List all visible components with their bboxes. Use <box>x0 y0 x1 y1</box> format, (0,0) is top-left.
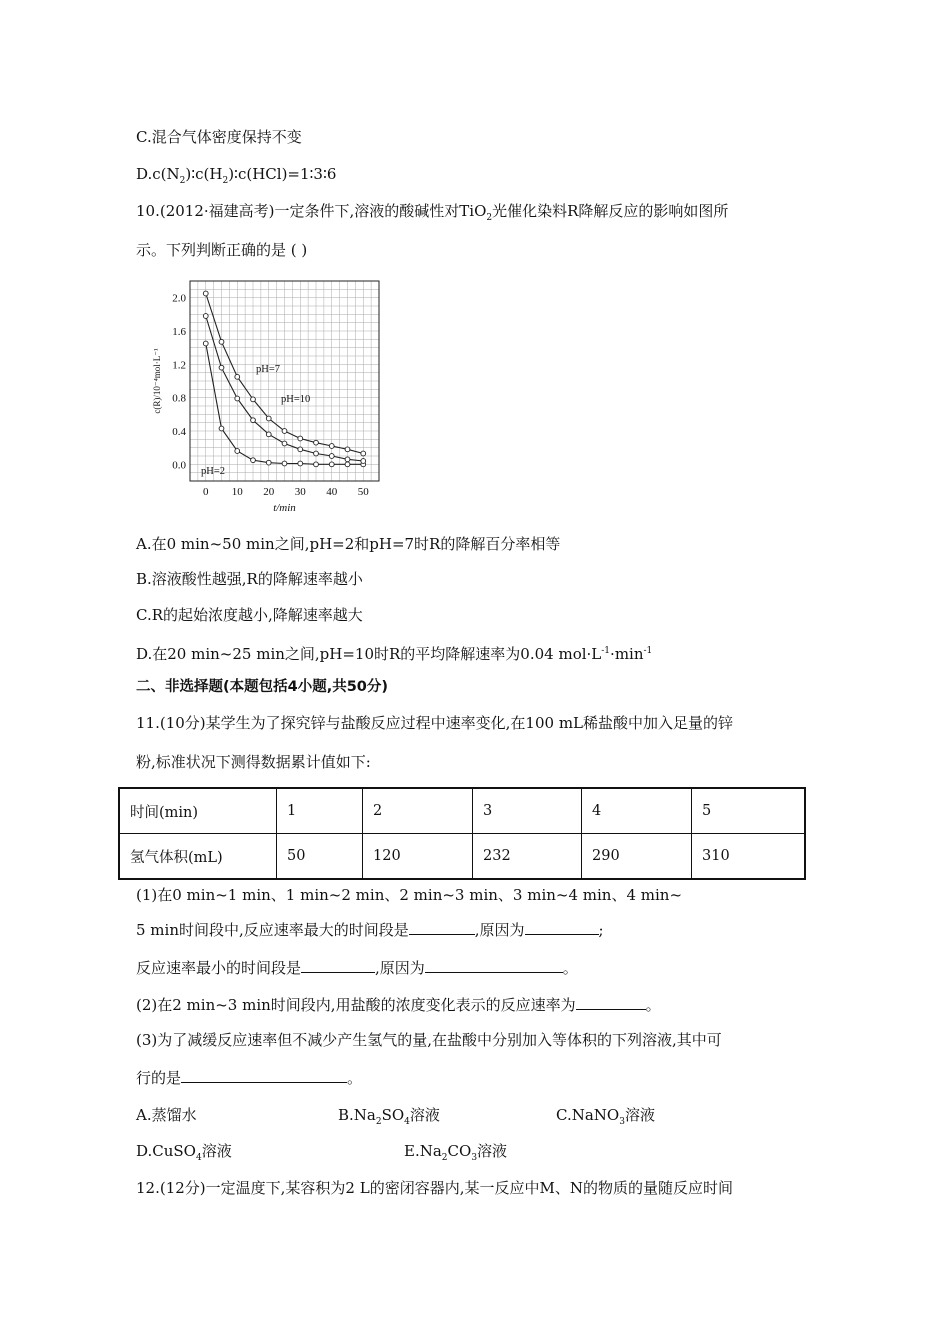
data-point <box>361 451 366 456</box>
x-tick-label: 20 <box>263 486 275 498</box>
table-cell: 1 <box>277 788 363 834</box>
option-a: A.蒸馏水 <box>136 1106 197 1124</box>
q11-part1-line3: 反应速率最小的时间段是 ,原因为 。 <box>136 959 578 977</box>
q9-option-c: C.混合气体密度保持不变 <box>136 128 302 146</box>
data-point <box>298 461 303 466</box>
data-point <box>314 440 319 445</box>
y-axis-label: c(R)/10⁻⁴mol·L⁻¹ <box>152 348 162 414</box>
table-cell: 4 <box>582 788 692 834</box>
table-cell: 50 <box>277 834 363 880</box>
data-point <box>282 429 287 434</box>
answer-blank[interactable] <box>525 920 599 935</box>
table-cell: 120 <box>363 834 473 880</box>
data-point <box>282 461 287 466</box>
data-point <box>314 451 319 456</box>
x-axis-label: t/min <box>273 502 296 514</box>
data-point <box>266 460 271 465</box>
y-tick-label: 0.4 <box>172 426 186 438</box>
option-c: C.NaNO$_3$溶液 <box>556 1106 655 1127</box>
q10-stem-line1: 10.(2012·福建高考)一定条件下,溶液的酸碱性对TiO$_2$光催化染料R降解反应的影响如图所 <box>136 202 729 223</box>
answer-blank[interactable] <box>576 995 646 1010</box>
q12-stem: 12.(12分)一定温度下,某容积为2 L的密闭容器内,某一反应中M、N的物质的量随反应时间 <box>136 1179 733 1197</box>
table-cell: 232 <box>473 834 582 880</box>
x-tick-label: 50 <box>357 486 369 498</box>
data-point <box>345 447 350 452</box>
table-row <box>119 834 805 880</box>
q10-option-b: B.溶液酸性越强,R的降解速率越小 <box>136 570 363 588</box>
table-row <box>119 788 805 834</box>
data-point <box>361 459 366 464</box>
q10-stem-line2: 示。下列判断正确的是 ( ) <box>136 241 308 259</box>
series-label: pH=10 <box>281 394 311 405</box>
data-point <box>203 341 208 346</box>
data-point <box>251 418 256 423</box>
x-tick-label: 40 <box>326 486 338 498</box>
data-point <box>329 454 334 459</box>
q10-option-a: A.在0 min~50 min之间,pH=2和pH=7时R的降解百分率相等 <box>136 535 561 553</box>
q10-option-d: D.在20 min~25 min之间,pH=10时R的平均降解速率为0.04 $mol\cdot L^{-1}\cdot\min^{-1}$ <box>136 645 653 663</box>
option-b: $B.Na_2SO_4$溶液 <box>338 1106 440 1127</box>
data-point <box>266 416 271 421</box>
data-point <box>298 447 303 452</box>
x-tick-label: 10 <box>231 486 243 498</box>
q11-stem-line1: 11.(10分)某学生为了探究锌与盐酸反应过程中速率变化,在100 mL稀盐酸中加入足量的锌 <box>136 714 734 732</box>
q11-part1-line2: 5 min时间段中,反应速率最大的时间段是 ,原因为 ; <box>136 921 604 939</box>
y-tick-label: 1.2 <box>172 359 186 372</box>
table-cell: 310 <box>692 834 806 880</box>
data-point <box>345 462 350 467</box>
data-point <box>329 462 334 467</box>
data-point <box>251 458 256 463</box>
series-label: pH=7 <box>256 364 281 375</box>
data-point <box>219 339 224 344</box>
series-label: pH=2 <box>201 466 226 477</box>
data-point <box>235 449 240 454</box>
answer-blank[interactable] <box>425 958 563 973</box>
hydrogen-volume-table <box>118 787 806 880</box>
table-cell: 3 <box>473 788 582 834</box>
option-d: D.CuSO$_4$溶液 <box>136 1142 232 1163</box>
table-cell: 2 <box>363 788 473 834</box>
q11-part1-line1: (1)在0 min~1 min、1 min~2 min、2 min~3 min、3 min~4 min、4 min~ <box>136 886 683 904</box>
q11-part3-line2: 行的是 。 <box>136 1069 363 1087</box>
data-point <box>219 365 224 370</box>
option-e: $E.Na_2CO_3$溶液 <box>404 1142 508 1163</box>
data-point <box>203 291 208 296</box>
chart-grid <box>190 281 379 481</box>
data-point <box>219 426 224 431</box>
x-tick-label: 30 <box>294 486 306 498</box>
data-point <box>298 436 303 441</box>
y-tick-label: 0.0 <box>172 459 186 472</box>
y-tick-label: 2.0 <box>172 292 186 305</box>
data-point <box>314 462 319 467</box>
data-point <box>345 457 350 462</box>
y-tick-label: 1.6 <box>172 326 186 338</box>
section-heading: 二、非选择题(本题包括4小题,共50分) <box>136 679 389 695</box>
table-cell: 5 <box>692 788 806 834</box>
data-point <box>203 314 208 319</box>
data-point <box>251 397 256 402</box>
table-cell: 290 <box>582 834 692 880</box>
q11-part3-line1: (3)为了减缓反应速率但不减少产生氢气的量,在盐酸中分别加入等体积的下列溶液,其中可 <box>136 1031 722 1049</box>
table-cell: 氢气体积(mL) <box>119 834 277 880</box>
data-point <box>329 444 334 449</box>
data-point <box>282 441 287 446</box>
data-point <box>266 432 271 437</box>
q11-part2: (2)在2 min~3 min时间段内,用盐酸的浓度变化表示的反应速率为 。 <box>136 996 661 1014</box>
x-tick-label: 0 <box>203 486 209 498</box>
q9-option-d: $D.c(N_2)∶c(H_2)∶c(HCl)=1∶3∶6$ <box>136 165 337 186</box>
q10-option-c: C.R的起始浓度越小,降解速率越大 <box>136 606 363 624</box>
degradation-chart <box>150 275 390 515</box>
answer-blank[interactable] <box>409 920 475 935</box>
y-tick-label: 0.8 <box>172 392 186 405</box>
data-point <box>235 396 240 401</box>
table-cell: 时间(min) <box>119 788 277 834</box>
answer-blank[interactable] <box>181 1068 347 1083</box>
answer-blank[interactable] <box>301 958 375 973</box>
q11-stem-line2: 粉,标准状况下测得数据累计值如下: <box>136 753 371 771</box>
data-point <box>235 374 240 379</box>
